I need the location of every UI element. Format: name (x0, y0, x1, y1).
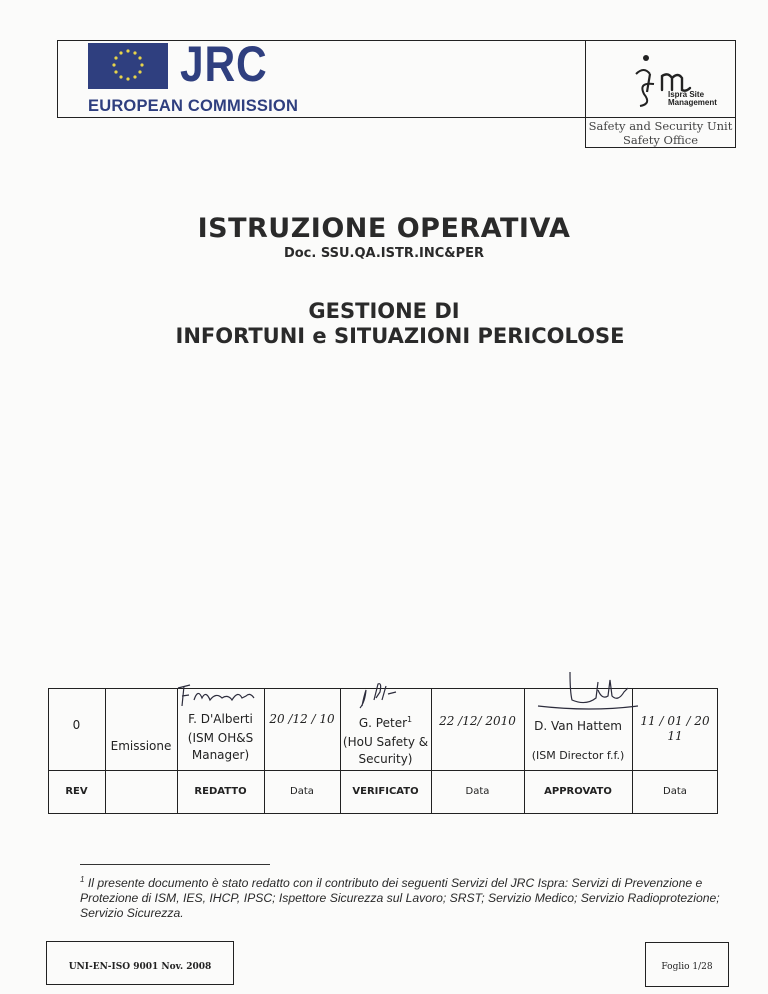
document-code: Doc. SSU.QA.ISTR.INC&PER (283, 246, 485, 261)
drafter-role-2: Manager) (191, 748, 250, 762)
verifier-signature (340, 678, 430, 712)
footnote-ref: 1 (80, 875, 85, 884)
footnote (80, 872, 720, 921)
unit-box (585, 118, 736, 148)
document-subject-line-1: GESTIONE DI (308, 299, 460, 323)
drafted-date: 20 /12 / 10 (269, 712, 335, 726)
approver-name: D. Van Hattem (534, 719, 622, 733)
org-name: EUROPEAN COMMISSION (88, 97, 299, 115)
drafter-role-1: (ISM OH&S (187, 731, 254, 745)
page-number: Foglio 1/28 (661, 962, 713, 972)
verified-header: VERIFICATO (352, 786, 419, 797)
document-subject-line-2: INFORTUNI e SITUAZIONI PERICOLOSE (175, 324, 625, 348)
jrc-logo: JRC (180, 36, 268, 92)
date-header-1: Data (290, 786, 314, 797)
drafted-by (177, 712, 264, 763)
date-header-2: Data (465, 786, 490, 797)
eu-flag-icon (88, 43, 168, 89)
date-header-3: Data (663, 786, 687, 797)
ism-logo-caption (668, 91, 717, 107)
verifier-role-2: Security) (358, 752, 413, 766)
approver-signature (530, 666, 638, 714)
drafter-name: F. D'Alberti (188, 712, 253, 726)
verifier-role-1: (HoU Safety & (342, 735, 429, 749)
verified-by (340, 712, 431, 767)
ism-caption-line-2: Management (668, 98, 717, 107)
unit-name: Safety and Security Unit (588, 119, 733, 133)
quality-standard: UNI-EN-ISO 9001 Nov. 2008 (68, 962, 212, 972)
office-name: Safety Office (622, 133, 699, 147)
stage-label: Emissione (110, 739, 172, 753)
ism-caption-line-1: Ispra Site (668, 90, 705, 99)
rev-number: 0 (72, 718, 81, 732)
verifier-footnote-ref: 1 (407, 715, 413, 724)
approver-role: (ISM Director f.f.) (531, 749, 625, 762)
approved-header: APPROVATO (544, 786, 612, 797)
approved-by (524, 719, 632, 763)
approval-table (48, 688, 718, 814)
drafted-header: REDATTO (194, 786, 247, 797)
rev-header: REV (65, 786, 88, 797)
drafter-signature (176, 682, 264, 710)
document-type: ISTRUZIONE OPERATIVA (197, 213, 571, 244)
footnote-separator (80, 864, 270, 865)
verifier-name: G. Peter (358, 716, 408, 730)
footnote-text: Il presente documento è stato redatto con il contributo dei seguenti Servizi del JRC Ispra: Servizi di Prevenzione e Protezione di ISM, IES, IHCP, IPSC; Ispettore Sicurezza sul Lavoro; SRST; Servizio Medico; Servizio Radioprotezione; Servizio Sicurezza. (80, 876, 720, 921)
verified-date: 22 /12/ 2010 (439, 714, 516, 728)
approved-date: 11 / 01 / 20 11 (640, 714, 710, 743)
